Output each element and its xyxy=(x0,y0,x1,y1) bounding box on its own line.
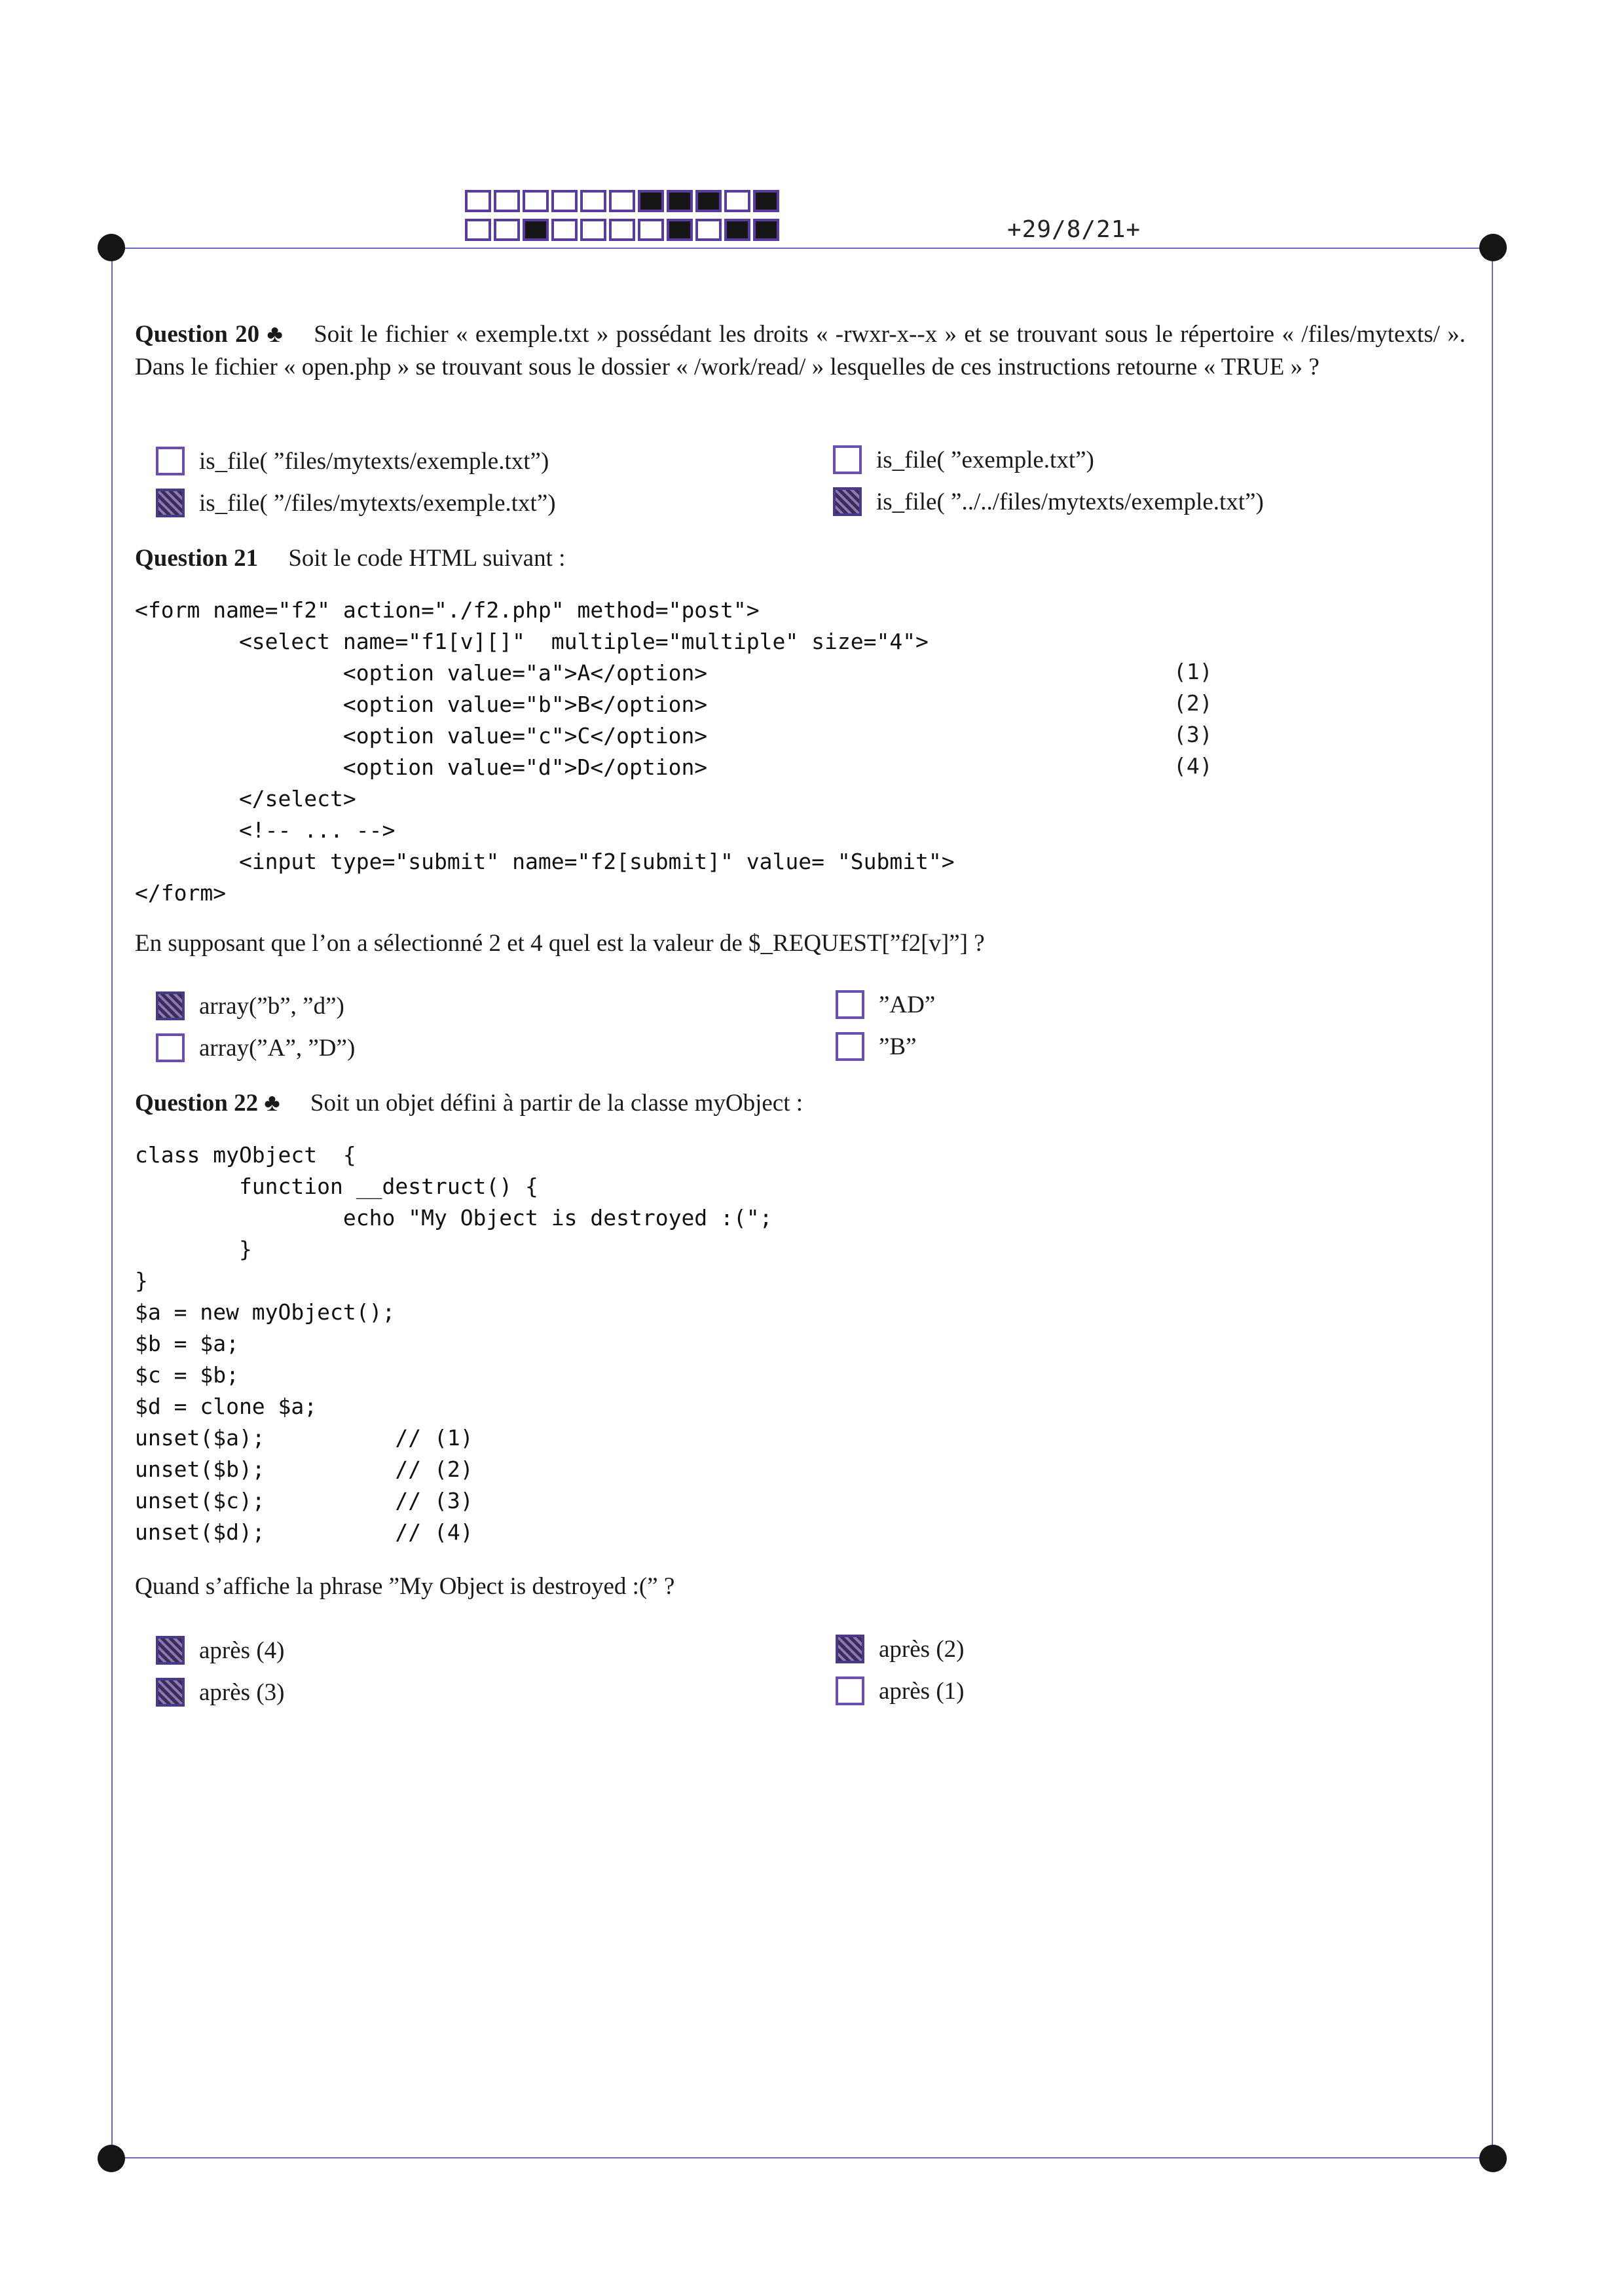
code-cell-filled xyxy=(638,190,664,212)
q22-code-block: class myObject { function __destruct() { echo "My Object is destroyed :("; } } $a = new myObject(); $b = $a; $c = $b; $d = clone $a; unset($a); // (1) unset($b); // (2) unset($c); // (3) unset($d); // (4) xyxy=(135,1142,773,1545)
page-code-strip-1 xyxy=(465,190,779,212)
option-label: is_file( ”/files/mytexts/exemple.txt”) xyxy=(199,489,556,517)
q22-option-1[interactable] xyxy=(156,1633,284,1667)
checkbox-checked[interactable] xyxy=(156,1636,185,1665)
option-label: après (3) xyxy=(199,1678,285,1706)
question-22-intro: Soit un objet défini à partir de la classe myObject : xyxy=(310,1090,803,1117)
checkbox-checked[interactable] xyxy=(156,1678,185,1707)
line-number: (3) xyxy=(1173,722,1213,747)
q20-option-1[interactable] xyxy=(156,444,549,478)
code-cell-empty xyxy=(494,219,520,241)
code-cell-empty xyxy=(494,190,520,212)
option-label: array(”A”, ”D”) xyxy=(199,1034,356,1062)
q22-option-4[interactable] xyxy=(836,1674,964,1708)
club-icon: ♣ xyxy=(267,321,284,348)
code-cell-empty xyxy=(724,190,750,212)
code-cell-empty xyxy=(695,219,722,241)
code-cell-empty xyxy=(465,190,491,212)
question-22 xyxy=(135,1087,803,1120)
q20-option-4[interactable] xyxy=(833,485,1264,519)
question-22-label: Question 22 xyxy=(135,1090,259,1117)
question-20-label: Question 20 xyxy=(135,321,260,348)
checkbox[interactable] xyxy=(836,1676,864,1705)
registration-mark-bottom-left xyxy=(98,2145,125,2172)
code-cell-filled xyxy=(753,190,779,212)
q22-option-3[interactable] xyxy=(156,1675,284,1709)
option-label: is_file( ”exemple.txt”) xyxy=(876,446,1094,473)
checkbox-checked[interactable] xyxy=(833,487,862,516)
code-cell-filled xyxy=(753,219,779,241)
checkbox[interactable] xyxy=(156,447,185,475)
q21-option-1[interactable] xyxy=(156,989,344,1023)
code-cell-empty xyxy=(551,219,578,241)
line-number: (4) xyxy=(1173,753,1213,779)
q20-option-3[interactable] xyxy=(156,486,556,520)
option-label: après (2) xyxy=(879,1635,965,1663)
code-cell-empty xyxy=(638,219,664,241)
registration-mark-bottom-right xyxy=(1479,2145,1507,2172)
question-20-text: Soit le fichier « exemple.txt » possédant les droits « -rwxr-x--x » et se trouvant sous le répertoire « /files/mytexts/ ». Dans le fichier « open.php » se trouvant sous le dossier « /work/read/ » lesquelles de ces instructions retourne « TRUE » ? xyxy=(135,321,1466,380)
question-21-label: Question 21 xyxy=(135,545,259,572)
code-cell-empty xyxy=(580,190,606,212)
q21-option-4[interactable] xyxy=(836,1029,917,1064)
question-21-intro: Soit le code HTML suivant : xyxy=(288,545,566,572)
code-cell-empty xyxy=(580,219,606,241)
option-label: is_file( ”files/mytexts/exemple.txt”) xyxy=(199,447,549,475)
option-label: array(”b”, ”d”) xyxy=(199,992,344,1020)
checkbox[interactable] xyxy=(833,445,862,474)
q21-option-3[interactable] xyxy=(156,1031,355,1065)
q20-option-2[interactable] xyxy=(833,443,1094,477)
code-cell-filled xyxy=(695,190,722,212)
checkbox-checked[interactable] xyxy=(156,991,185,1020)
option-label: après (4) xyxy=(199,1637,285,1664)
registration-mark-top-right xyxy=(1479,234,1507,261)
checkbox-checked[interactable] xyxy=(836,1635,864,1663)
code-cell-empty xyxy=(551,190,578,212)
option-label: ”B” xyxy=(879,1033,917,1060)
option-label: is_file( ”../../files/mytexts/exemple.txt”) xyxy=(876,488,1264,515)
code-cell-empty xyxy=(609,190,635,212)
registration-mark-top-left xyxy=(98,234,125,261)
code-cell-empty xyxy=(609,219,635,241)
checkbox[interactable] xyxy=(836,1032,864,1061)
code-cell-filled xyxy=(724,219,750,241)
code-cell-filled xyxy=(523,219,549,241)
code-cell-empty xyxy=(465,219,491,241)
question-21-prompt: En supposant que l’on a sélectionné 2 et 4 quel est la valeur de $_REQUEST[”f2[v]”] ? xyxy=(135,930,985,957)
code-cell-filled xyxy=(667,219,693,241)
checkbox[interactable] xyxy=(156,1033,185,1062)
club-icon: ♣ xyxy=(264,1090,280,1117)
code-cell-filled xyxy=(667,190,693,212)
line-number: (1) xyxy=(1173,659,1213,684)
line-number: (2) xyxy=(1173,690,1213,716)
code-cell-empty xyxy=(523,190,549,212)
page-id: +29/8/21+ xyxy=(1007,216,1141,243)
q22-option-2[interactable] xyxy=(836,1632,964,1666)
q21-code-block: <form name="f2" action="./f2.php" method="post"> <select name="f1[v][]" multiple="multiple" size="4"> <option value="a">A</option> <option value="b">B</option> <option value="c">C</option> <option value="d">D</option> </select> <!-- ... --> <input type="submit" name="f2[submit]" value= "Submit"> </form> xyxy=(135,597,955,906)
q21-option-2[interactable] xyxy=(836,988,935,1022)
checkbox[interactable] xyxy=(836,990,864,1019)
page-code-strip-2 xyxy=(465,219,779,241)
option-label: ”AD” xyxy=(879,991,936,1018)
question-21 xyxy=(135,542,565,575)
option-label: après (1) xyxy=(879,1677,965,1705)
question-22-prompt: Quand s’affiche la phrase ”My Object is destroyed :(” ? xyxy=(135,1573,675,1600)
checkbox-checked[interactable] xyxy=(156,489,185,517)
question-20 xyxy=(135,318,1466,384)
